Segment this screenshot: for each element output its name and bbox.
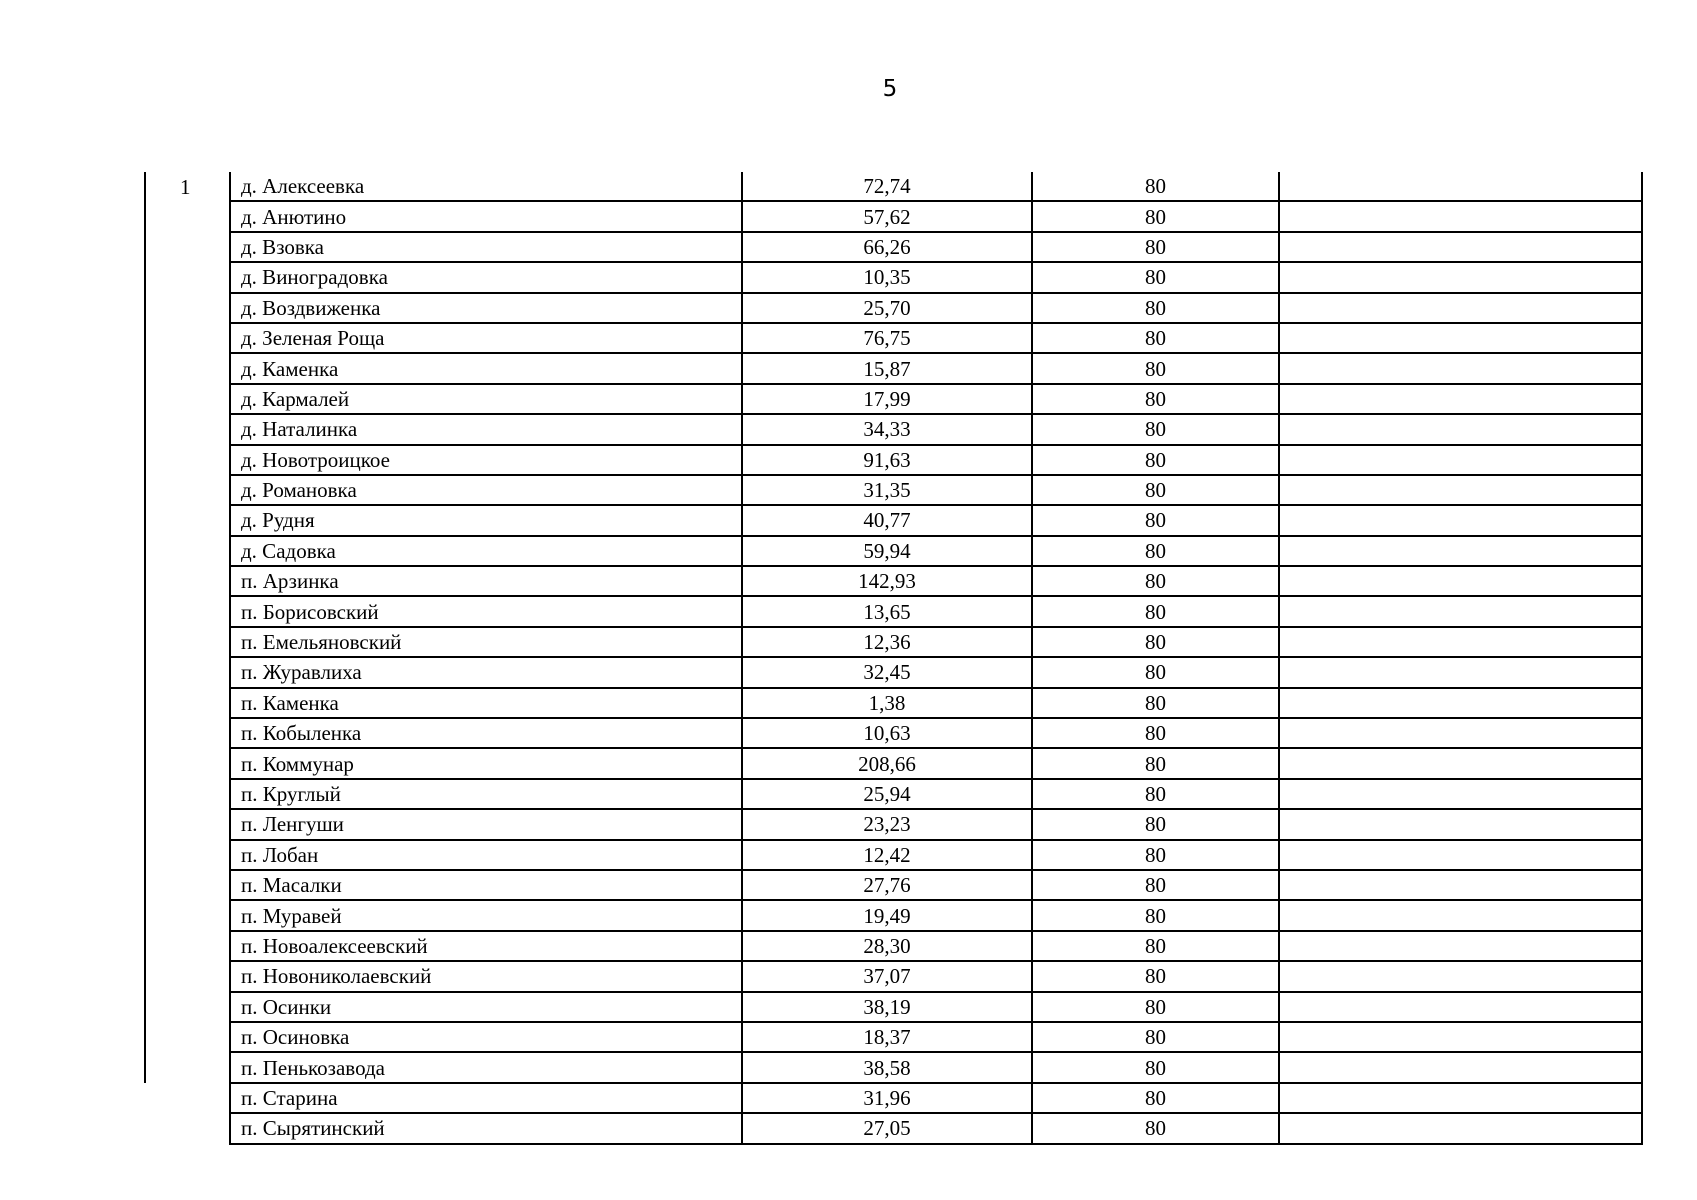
settlement-name-cell: д. Взовка [230, 232, 742, 262]
table-row [230, 505, 1642, 535]
value-cell: 27,76 [742, 870, 1032, 900]
value-cell: 17,99 [742, 384, 1032, 414]
note-cell [1279, 657, 1642, 687]
settlement-name-cell: п. Арзинка [230, 566, 742, 596]
table-row [230, 536, 1642, 566]
norm-cell: 80 [1032, 1052, 1279, 1082]
norm-cell: 80 [1032, 931, 1279, 961]
note-cell [1279, 1113, 1642, 1143]
value-cell: 66,26 [742, 232, 1032, 262]
value-cell: 15,87 [742, 353, 1032, 383]
norm-cell: 80 [1032, 475, 1279, 505]
value-cell: 31,35 [742, 475, 1032, 505]
table-row [230, 384, 1642, 414]
norm-cell: 80 [1032, 536, 1279, 566]
value-cell: 142,93 [742, 566, 1032, 596]
note-cell [1279, 931, 1642, 961]
note-cell [1279, 900, 1642, 930]
settlement-name-cell: д. Зеленая Роща [230, 323, 742, 353]
value-cell: 27,05 [742, 1113, 1032, 1143]
value-cell: 32,45 [742, 657, 1032, 687]
table-row [230, 870, 1642, 900]
note-cell [1279, 688, 1642, 718]
note-cell [1279, 809, 1642, 839]
table-row [230, 931, 1642, 961]
value-cell: 10,63 [742, 718, 1032, 748]
note-cell [1279, 961, 1642, 991]
table-row [230, 414, 1642, 444]
note-cell [1279, 840, 1642, 870]
settlement-name-cell: п. Борисовский [230, 596, 742, 626]
note-cell [1279, 566, 1642, 596]
table-row [230, 232, 1642, 262]
note-cell [1279, 748, 1642, 778]
value-cell: 23,23 [742, 809, 1032, 839]
norm-cell: 80 [1032, 232, 1279, 262]
table-row [230, 566, 1642, 596]
table-row [230, 992, 1642, 1022]
table-row [230, 900, 1642, 930]
value-cell: 25,70 [742, 293, 1032, 323]
note-cell [1279, 779, 1642, 809]
note-cell [1279, 353, 1642, 383]
settlement-name-cell: п. Кобыленка [230, 718, 742, 748]
value-cell: 76,75 [742, 323, 1032, 353]
table-row [230, 657, 1642, 687]
value-cell: 34,33 [742, 414, 1032, 444]
norm-cell: 80 [1032, 900, 1279, 930]
settlement-name-cell: д. Романовка [230, 475, 742, 505]
value-cell: 13,65 [742, 596, 1032, 626]
table-row [230, 779, 1642, 809]
table-row [230, 1083, 1642, 1113]
note-cell [1279, 992, 1642, 1022]
table-row [230, 475, 1642, 505]
table-row [230, 1022, 1642, 1052]
note-cell [1279, 596, 1642, 626]
norm-cell: 80 [1032, 1022, 1279, 1052]
value-cell: 91,63 [742, 445, 1032, 475]
norm-cell: 80 [1032, 748, 1279, 778]
settlement-name-cell: п. Круглый [230, 779, 742, 809]
settlement-name-cell: п. Коммунар [230, 748, 742, 778]
settlements-table [229, 172, 1643, 1145]
table-row [230, 627, 1642, 657]
note-cell [1279, 870, 1642, 900]
norm-cell: 80 [1032, 293, 1279, 323]
norm-cell: 80 [1032, 1113, 1279, 1143]
norm-cell: 80 [1032, 961, 1279, 991]
norm-cell: 80 [1032, 718, 1279, 748]
note-cell [1279, 1022, 1642, 1052]
settlement-name-cell: п. Осиновка [230, 1022, 742, 1052]
value-cell: 12,42 [742, 840, 1032, 870]
value-cell: 72,74 [742, 172, 1032, 201]
norm-cell: 80 [1032, 323, 1279, 353]
note-cell [1279, 384, 1642, 414]
settlement-name-cell: д. Наталинка [230, 414, 742, 444]
settlement-name-cell: д. Каменка [230, 353, 742, 383]
settlement-name-cell: п. Пенькозавода [230, 1052, 742, 1082]
table-row [230, 353, 1642, 383]
value-cell: 25,94 [742, 779, 1032, 809]
settlement-name-cell: д. Анютино [230, 201, 742, 231]
value-cell: 10,35 [742, 262, 1032, 292]
settlement-name-cell: п. Новониколаевский [230, 961, 742, 991]
value-cell: 19,49 [742, 900, 1032, 930]
table-row [230, 748, 1642, 778]
norm-cell: 80 [1032, 384, 1279, 414]
note-cell [1279, 475, 1642, 505]
settlement-name-cell: д. Новотроицкое [230, 445, 742, 475]
value-cell: 38,58 [742, 1052, 1032, 1082]
settlement-name-cell: п. Сырятинский [230, 1113, 742, 1143]
norm-cell: 80 [1032, 657, 1279, 687]
page-number: 5 [882, 76, 898, 102]
note-cell [1279, 414, 1642, 444]
norm-cell: 80 [1032, 992, 1279, 1022]
settlement-name-cell: д. Виноградовка [230, 262, 742, 292]
table-row [230, 262, 1642, 292]
table-row [230, 688, 1642, 718]
settlement-name-cell: п. Муравей [230, 900, 742, 930]
note-cell [1279, 323, 1642, 353]
norm-cell: 80 [1032, 779, 1279, 809]
settlement-name-cell: д. Садовка [230, 536, 742, 566]
table-row [230, 596, 1642, 626]
table-row [230, 809, 1642, 839]
row-group-number: 1 [180, 175, 191, 199]
settlement-name-cell: п. Лобан [230, 840, 742, 870]
settlement-name-cell: д. Алексеевка [230, 172, 742, 201]
note-cell [1279, 293, 1642, 323]
norm-cell: 80 [1032, 840, 1279, 870]
norm-cell: 80 [1032, 445, 1279, 475]
note-cell [1279, 1083, 1642, 1113]
value-cell: 31,96 [742, 1083, 1032, 1113]
table-row [230, 1113, 1642, 1143]
table-row [230, 840, 1642, 870]
table-row [230, 1052, 1642, 1082]
note-cell [1279, 232, 1642, 262]
settlement-name-cell: п. Ленгуши [230, 809, 742, 839]
norm-cell: 80 [1032, 809, 1279, 839]
value-cell: 57,62 [742, 201, 1032, 231]
note-cell [1279, 505, 1642, 535]
settlement-name-cell: п. Масалки [230, 870, 742, 900]
norm-cell: 80 [1032, 505, 1279, 535]
norm-cell: 80 [1032, 262, 1279, 292]
table-body [230, 172, 1642, 1144]
table-left-border [144, 172, 146, 1083]
settlement-name-cell: п. Старина [230, 1083, 742, 1113]
settlement-name-cell: д. Воздвиженка [230, 293, 742, 323]
norm-cell: 80 [1032, 414, 1279, 444]
note-cell [1279, 627, 1642, 657]
table-row [230, 445, 1642, 475]
norm-cell: 80 [1032, 172, 1279, 201]
note-cell [1279, 718, 1642, 748]
value-cell: 208,66 [742, 748, 1032, 778]
value-cell: 37,07 [742, 961, 1032, 991]
table-row [230, 961, 1642, 991]
note-cell [1279, 1052, 1642, 1082]
note-cell [1279, 262, 1642, 292]
table-row [230, 718, 1642, 748]
value-cell: 38,19 [742, 992, 1032, 1022]
value-cell: 12,36 [742, 627, 1032, 657]
table-row [230, 201, 1642, 231]
settlement-name-cell: п. Журавлиха [230, 657, 742, 687]
norm-cell: 80 [1032, 201, 1279, 231]
table-row [230, 172, 1642, 201]
table-row [230, 293, 1642, 323]
norm-cell: 80 [1032, 353, 1279, 383]
value-cell: 18,37 [742, 1022, 1032, 1052]
note-cell [1279, 445, 1642, 475]
settlement-name-cell: п. Каменка [230, 688, 742, 718]
value-cell: 40,77 [742, 505, 1032, 535]
table-row [230, 323, 1642, 353]
norm-cell: 80 [1032, 566, 1279, 596]
norm-cell: 80 [1032, 870, 1279, 900]
norm-cell: 80 [1032, 627, 1279, 657]
value-cell: 59,94 [742, 536, 1032, 566]
norm-cell: 80 [1032, 596, 1279, 626]
settlement-name-cell: п. Емельяновский [230, 627, 742, 657]
note-cell [1279, 536, 1642, 566]
settlement-name-cell: п. Новоалексеевский [230, 931, 742, 961]
note-cell [1279, 201, 1642, 231]
norm-cell: 80 [1032, 1083, 1279, 1113]
settlement-name-cell: д. Кармалей [230, 384, 742, 414]
norm-cell: 80 [1032, 688, 1279, 718]
note-cell [1279, 172, 1642, 201]
settlement-name-cell: п. Осинки [230, 992, 742, 1022]
value-cell: 1,38 [742, 688, 1032, 718]
settlement-name-cell: д. Рудня [230, 505, 742, 535]
value-cell: 28,30 [742, 931, 1032, 961]
